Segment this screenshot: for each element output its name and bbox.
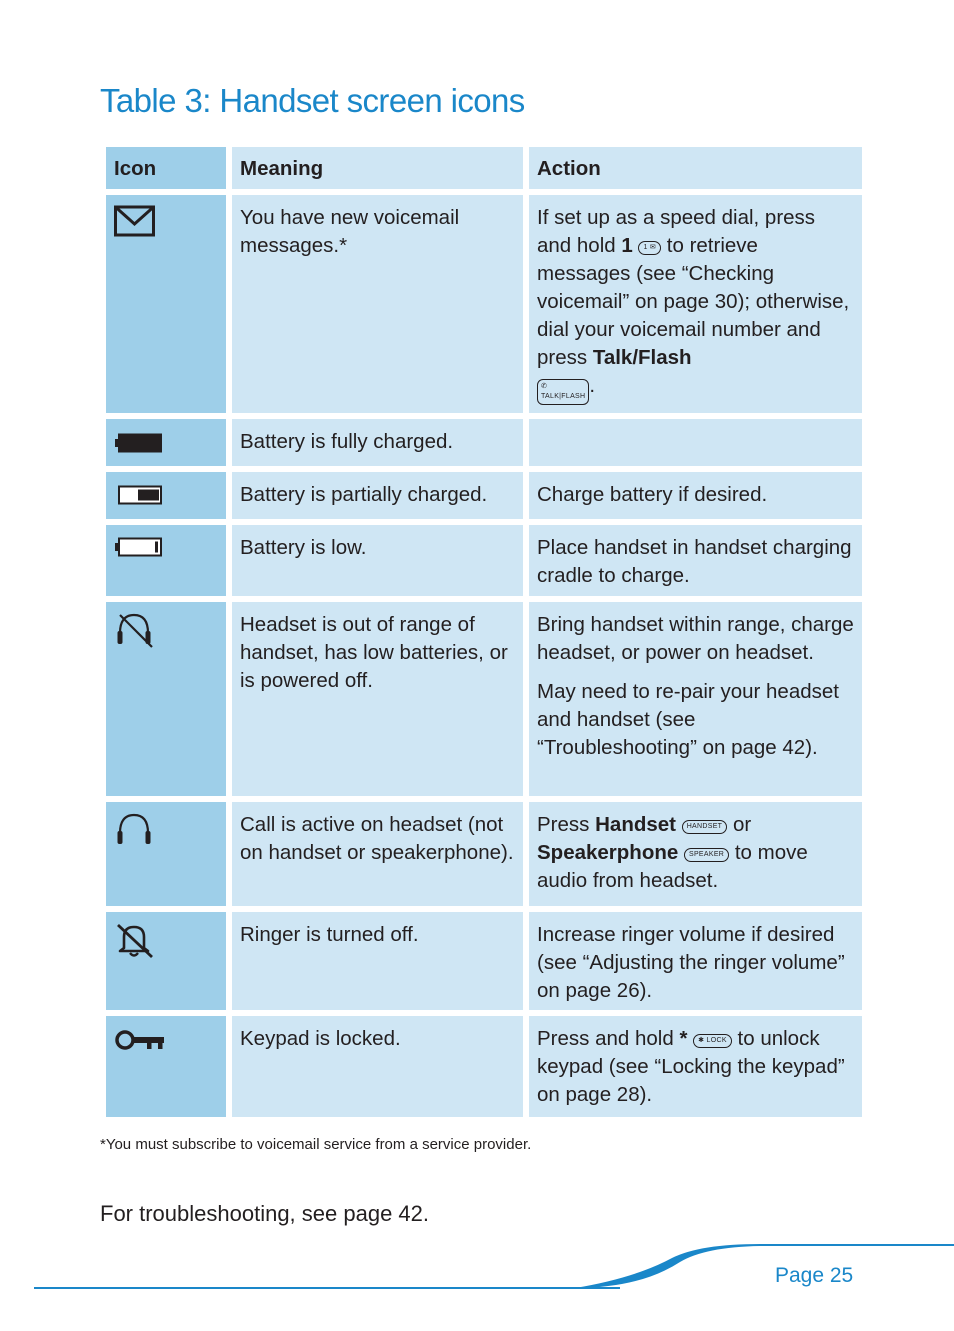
action-text: or <box>727 813 752 836</box>
meaning-cell: Battery is low. <box>232 525 523 596</box>
headset-off-icon <box>114 611 154 649</box>
action-text: . <box>589 374 596 397</box>
action-text: Press <box>537 813 596 836</box>
key-lock-icon <box>114 1025 166 1055</box>
action-cell <box>529 802 862 906</box>
ringer-off-icon <box>114 921 156 959</box>
header-meaning: Meaning <box>232 147 523 189</box>
battery-partial-icon <box>114 485 164 505</box>
headset-icon <box>114 811 154 849</box>
action-text: Press and hold <box>537 1027 680 1050</box>
battery-low-icon <box>114 537 164 557</box>
table-row <box>106 525 862 596</box>
meaning-cell: Call is active on headset (not on handset or speakerphone). <box>232 802 523 906</box>
icon-cell <box>106 195 226 413</box>
speaker-key-icon: SPEAKER <box>684 848 729 862</box>
voicemail-key-icon: 1 ✉ <box>638 241 661 255</box>
icon-cell <box>106 419 226 466</box>
footnote: *You must subscribe to voicemail service from a service provider. <box>100 1136 532 1153</box>
header-action: Action <box>529 147 862 189</box>
header-icon: Icon <box>106 147 226 189</box>
key-label: Talk/Flash <box>592 346 692 369</box>
table-row <box>106 912 862 1010</box>
icon-cell <box>106 602 226 796</box>
battery-full-icon <box>114 433 164 453</box>
icon-cell <box>106 472 226 519</box>
action-text-2: May need to re-pair your headset and handset (see “Troubleshooting” on page 42). <box>537 680 839 759</box>
action-cell <box>529 419 862 466</box>
table-row <box>106 195 862 413</box>
action-text: to move audio from headset. <box>537 841 808 892</box>
action-text: If set up as a speed dial, press and hold <box>537 206 816 257</box>
icon-cell <box>106 802 226 906</box>
key-label: 1 <box>621 234 633 257</box>
action-cell: Charge battery if desired. <box>529 472 862 519</box>
page-number: Page 25 <box>775 1264 854 1287</box>
table-header-row <box>106 147 862 189</box>
action-text: to unlock keypad (see “Locking the keypad” on page 28). <box>537 1027 845 1106</box>
icon-cell <box>106 1016 226 1117</box>
meaning-cell: Headset is out of range of handset, has low batteries, or is powered off. <box>232 602 523 796</box>
meaning-cell: Battery is partially charged. <box>232 472 523 519</box>
action-text: Bring handset within range, charge headset, or power on headset. <box>537 613 854 664</box>
talk-flash-key-icon: ✆ TALK|FLASH <box>537 379 589 405</box>
action-cell: Place handset in handset charging cradle to charge. <box>529 525 862 596</box>
table-row <box>106 802 862 906</box>
handset-key-icon: HANDSET <box>682 820 728 834</box>
action-cell: Increase ringer volume if desired (see “Adjusting the ringer volume” on page 26). <box>529 912 862 1010</box>
icon-cell <box>106 912 226 1010</box>
table-row <box>106 1016 862 1117</box>
icons-table <box>106 147 862 1123</box>
page-title: Table 3: Handset screen icons <box>100 82 525 119</box>
key-label: * <box>679 1027 688 1050</box>
table-row <box>106 602 862 796</box>
action-cell <box>529 602 862 796</box>
table-row <box>106 419 862 466</box>
key-label: Speakerphone <box>537 841 679 864</box>
meaning-cell: You have new voicemail messages.* <box>232 195 523 413</box>
action-cell <box>529 195 862 413</box>
meaning-cell: Keypad is locked. <box>232 1016 523 1117</box>
envelope-icon <box>114 204 156 238</box>
key-label: Handset <box>595 813 676 836</box>
meaning-cell: Ringer is turned off. <box>232 912 523 1010</box>
table-row <box>106 472 862 519</box>
action-cell <box>529 1016 862 1117</box>
troubleshooting-note: For troubleshooting, see page 42. <box>100 1201 430 1226</box>
icon-cell <box>106 525 226 596</box>
meaning-cell: Battery is fully charged. <box>232 419 523 466</box>
key-caption: TALK|FLASH <box>541 393 586 400</box>
action-text: to retrieve messages (see “Checking voicemail” on page 30); otherwise, dial your voicemail number and press <box>537 234 850 369</box>
lock-key-icon: ✱ LOCK <box>693 1034 732 1048</box>
